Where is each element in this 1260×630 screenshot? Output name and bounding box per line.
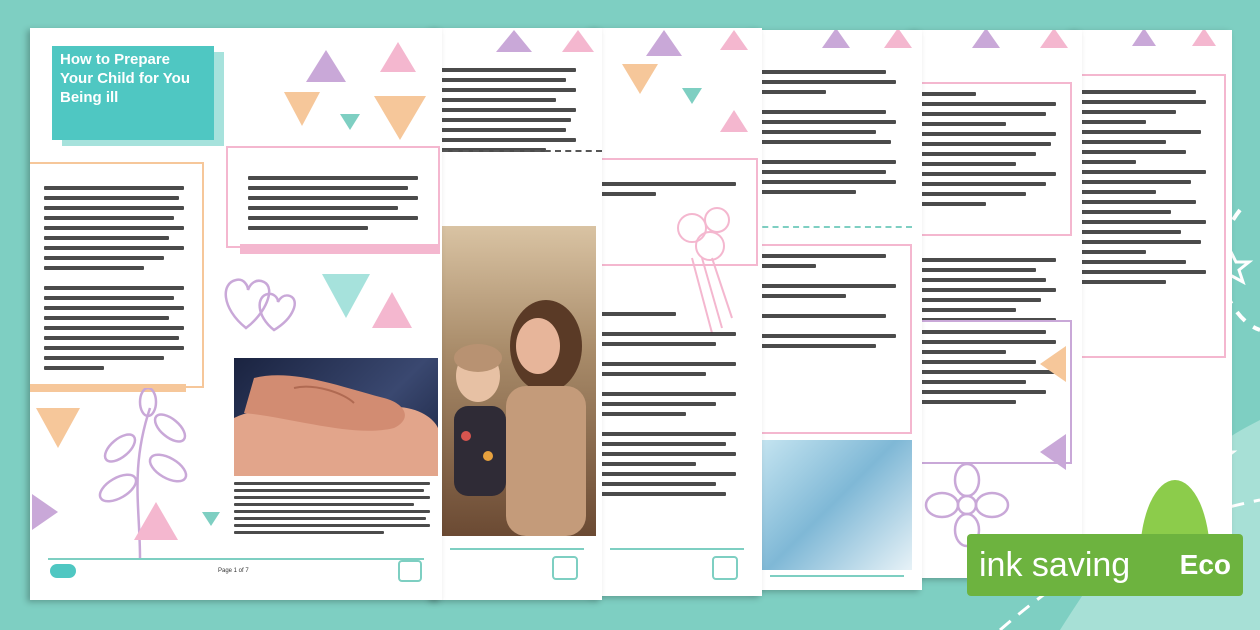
publisher-logo xyxy=(398,560,422,582)
decorative-triangle xyxy=(1040,434,1066,470)
decorative-triangle xyxy=(1132,30,1156,46)
decorative-triangle xyxy=(284,92,320,126)
page-footer-line xyxy=(48,558,424,560)
decorative-triangle xyxy=(1192,30,1216,46)
decorative-triangle xyxy=(622,64,658,94)
document-page-3 xyxy=(432,28,602,600)
document-page-4 xyxy=(592,28,762,596)
decorative-triangle xyxy=(682,88,702,104)
decorative-triangle xyxy=(496,30,532,52)
eco-label: Eco xyxy=(1179,549,1231,580)
decorative-triangle xyxy=(202,512,220,526)
decorative-triangle xyxy=(720,30,748,50)
document-page-5 xyxy=(752,30,922,590)
body-text xyxy=(756,254,906,354)
ink-saving-label: ink saving xyxy=(979,546,1131,584)
decorative-triangle xyxy=(884,30,912,48)
page-footer-line xyxy=(770,575,904,577)
decorative-triangle xyxy=(562,30,594,52)
document-page-1 xyxy=(30,28,442,600)
page-number: Page 1 of 7 xyxy=(218,568,249,574)
decorative-triangle xyxy=(322,274,370,318)
page-footer-line xyxy=(610,548,744,550)
decorative-triangle xyxy=(372,292,412,328)
decorative-triangle xyxy=(32,494,58,530)
ink-saving-eco-badge xyxy=(967,534,1243,596)
publisher-logo xyxy=(50,564,76,578)
publisher-logo xyxy=(552,556,578,580)
decorative-triangle xyxy=(972,30,1000,48)
intro-body-text xyxy=(44,186,194,376)
publisher-logo xyxy=(712,556,738,580)
heart-outline-icon xyxy=(216,268,306,338)
page-footer-line xyxy=(450,548,584,550)
body-text xyxy=(1076,90,1216,290)
decorative-triangle xyxy=(306,50,346,82)
body-text xyxy=(436,68,586,158)
body-text xyxy=(756,70,906,200)
holding-hands-photo xyxy=(234,358,438,476)
body-text xyxy=(596,312,746,502)
decorative-triangle xyxy=(374,96,426,140)
decorative-triangle xyxy=(1040,30,1068,48)
summary-text xyxy=(248,176,424,236)
document-page-6 xyxy=(912,30,1082,578)
decorative-triangle xyxy=(1040,346,1066,382)
document-title-text: How to Prepare Your Child for You Being ill xyxy=(60,51,190,106)
mother-and-child-photo xyxy=(436,226,596,536)
decorative-triangle xyxy=(340,114,360,130)
decorative-triangle xyxy=(36,408,80,448)
bedsheet-photo xyxy=(752,440,912,570)
decorative-bar xyxy=(240,244,440,254)
decorative-triangle xyxy=(380,42,416,72)
body-text xyxy=(916,92,1066,212)
decorative-triangle xyxy=(646,30,682,56)
footnote-text xyxy=(234,482,434,538)
document-page-7 xyxy=(1072,30,1232,578)
dashed-divider xyxy=(752,226,912,228)
dashed-divider xyxy=(432,150,602,152)
decorative-triangle xyxy=(720,110,748,132)
decorative-triangle xyxy=(822,30,850,48)
document-title xyxy=(52,46,214,140)
decorative-triangle xyxy=(134,502,178,540)
